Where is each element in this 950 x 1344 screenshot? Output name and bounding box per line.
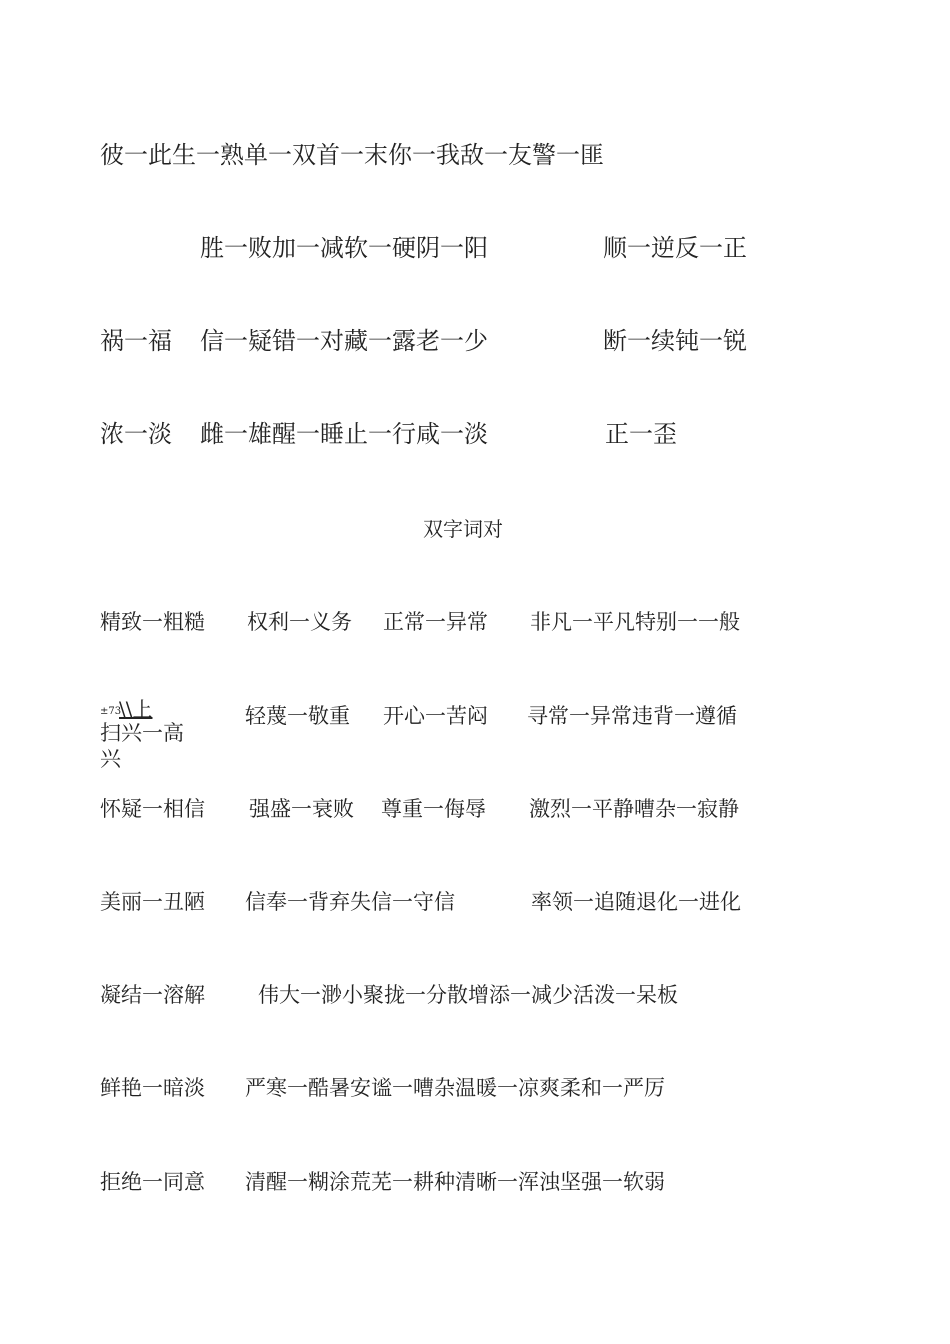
single-pairs-row4-b: 雌一雄醒一睡止一行咸一淡 bbox=[200, 420, 488, 448]
double-pairs-row7-a: 拒绝一同意 bbox=[100, 1170, 205, 1194]
double-pairs-row4-b: 信奉一背弃失信一守信 bbox=[245, 890, 455, 914]
double-pairs-row2-b: 轻蔑一敬重 bbox=[245, 704, 350, 728]
double-pairs-row4-a: 美丽一丑陋 bbox=[100, 890, 205, 914]
double-pairs-row3-b: 强盛一衰败 bbox=[249, 797, 354, 821]
double-pairs-row6-a: 鲜艳一暗淡 bbox=[100, 1076, 205, 1100]
section-title: 双字词对 bbox=[423, 517, 503, 541]
double-pairs-row6-b: 严寒一酷暑安谧一嘈杂温暖一凉爽柔和一严厉 bbox=[245, 1076, 665, 1100]
ocr-noise-small: ±73 bbox=[100, 706, 122, 717]
single-pairs-row1: 彼一此生一熟单一双首一末你一我敌一友警一匪 bbox=[100, 141, 604, 169]
double-pairs-row1-c: 正常一异常 bbox=[383, 610, 488, 634]
double-pairs-row1-a: 精致一粗糙 bbox=[100, 610, 205, 634]
single-pairs-row3-a: 祸一福 bbox=[100, 327, 172, 355]
double-pairs-row3-c: 尊重一侮辱 bbox=[381, 797, 486, 821]
ocr-noise-underlined: \\上 bbox=[119, 697, 153, 721]
single-pairs-row3-c: 断一续钝一锐 bbox=[603, 327, 747, 355]
double-pairs-row2-d: 寻常一异常违背一遵循 bbox=[527, 704, 737, 728]
double-pairs-row4-d: 率领一追随退化一进化 bbox=[531, 890, 741, 914]
double-pairs-row1-d: 非凡一平凡特别一一般 bbox=[530, 610, 740, 634]
double-pairs-row3-d: 激烈一平静嘈杂一寂静 bbox=[529, 797, 739, 821]
double-pairs-row5-a: 凝结一溶解 bbox=[100, 983, 205, 1007]
single-pairs-row2-c: 顺一逆反一正 bbox=[603, 234, 747, 262]
double-pairs-row1-b: 权利一义务 bbox=[247, 610, 352, 634]
single-pairs-row4-a: 浓一淡 bbox=[100, 420, 172, 448]
double-pairs-row3-a: 怀疑一相信 bbox=[100, 797, 205, 821]
double-pairs-row2-a-line1: 扫兴一高 bbox=[100, 721, 184, 745]
single-pairs-row2-b: 胜一败加一减软一硬阴一阳 bbox=[200, 234, 488, 262]
double-pairs-row2-a-line2: 兴 bbox=[100, 747, 121, 771]
double-pairs-row7-b: 清醒一糊涂荒芜一耕种清晰一浑浊坚强一软弱 bbox=[245, 1170, 665, 1194]
double-pairs-row5-b: 伟大一渺小聚拢一分散增添一减少活泼一呆板 bbox=[258, 983, 678, 1007]
single-pairs-row3-b: 信一疑错一对藏一露老一少 bbox=[200, 327, 488, 355]
single-pairs-row4-c: 正一歪 bbox=[605, 420, 677, 448]
double-pairs-row2-c: 开心一苦闷 bbox=[383, 704, 488, 728]
